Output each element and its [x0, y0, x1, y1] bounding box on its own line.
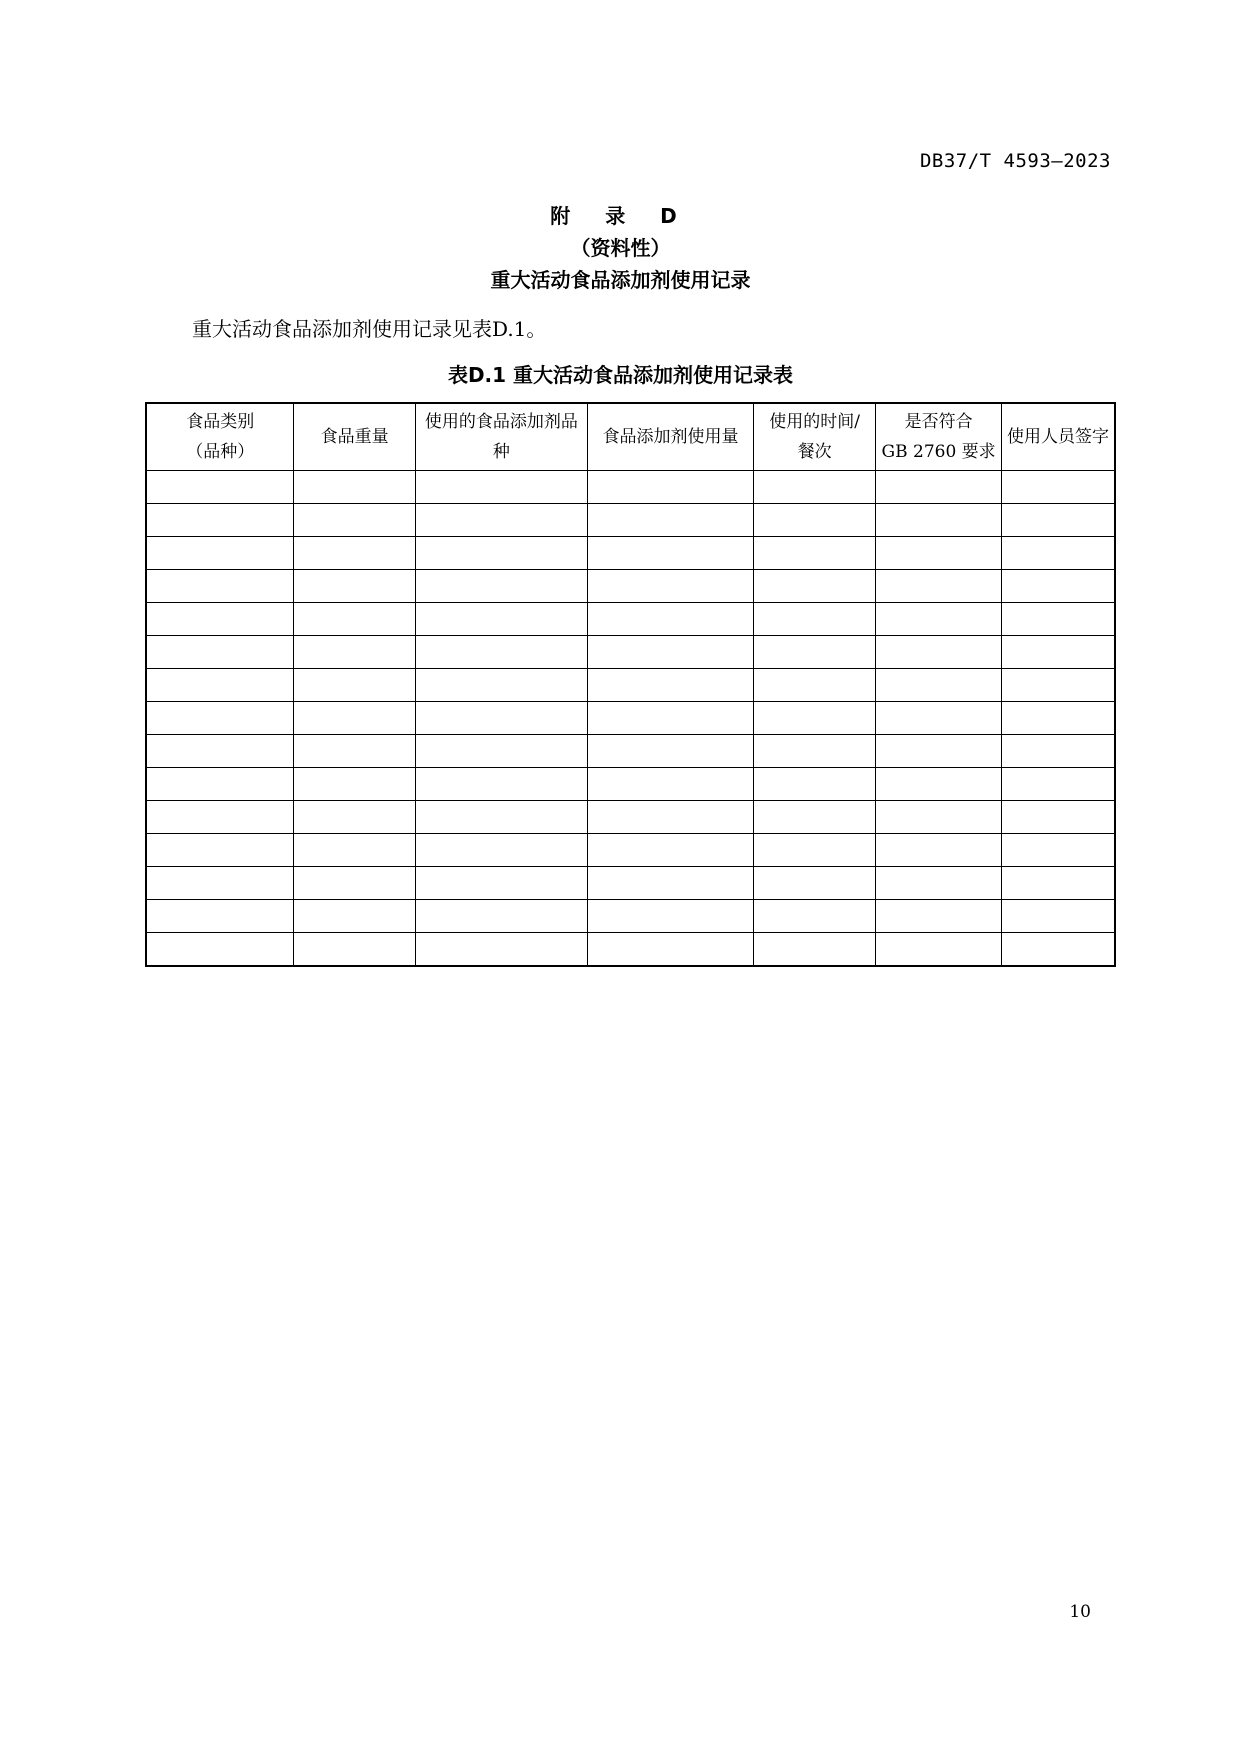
table-caption: 表D.1 重大活动食品添加剂使用记录表 — [447, 363, 794, 387]
table-row — [146, 933, 1115, 967]
table-row — [146, 669, 1115, 702]
table-cell[interactable] — [753, 504, 875, 537]
table-cell[interactable] — [1001, 834, 1115, 867]
table-cell[interactable] — [146, 735, 294, 768]
table-cell[interactable] — [1001, 471, 1115, 504]
table-cell[interactable] — [588, 504, 754, 537]
header-line: GB 2760 要求 — [881, 442, 996, 462]
table-cell[interactable] — [588, 900, 754, 933]
table-cell[interactable] — [1001, 570, 1115, 603]
table-cell[interactable] — [1001, 900, 1115, 933]
column-header-usage-time — [753, 403, 875, 471]
table-row — [146, 735, 1115, 768]
table-cell[interactable] — [753, 537, 875, 570]
table-cell[interactable] — [876, 603, 1002, 636]
table-cell[interactable] — [415, 768, 587, 801]
table-cell[interactable] — [876, 768, 1002, 801]
table-cell[interactable] — [294, 702, 415, 735]
table-cell[interactable] — [588, 702, 754, 735]
table-cell[interactable] — [753, 768, 875, 801]
table-cell[interactable] — [876, 702, 1002, 735]
table-cell[interactable] — [294, 801, 415, 834]
table-cell[interactable] — [753, 669, 875, 702]
appendix-heading: 重大活动食品添加剂使用记录 — [490, 268, 751, 292]
table-cell[interactable] — [753, 801, 875, 834]
header-line: （品种） — [186, 442, 255, 462]
table-cell[interactable] — [876, 900, 1002, 933]
intro-paragraph: 重大活动食品添加剂使用记录见表D.1。 — [192, 317, 547, 341]
table-cell[interactable] — [415, 537, 587, 570]
header-line: 食品添加剂使用量 — [602, 427, 739, 447]
table-cell[interactable] — [1001, 669, 1115, 702]
table-cell[interactable] — [588, 636, 754, 669]
table-cell[interactable] — [753, 603, 875, 636]
table-cell[interactable] — [1001, 867, 1115, 900]
header-line: 是否符合 — [904, 412, 973, 432]
table-cell[interactable] — [588, 570, 754, 603]
table-cell[interactable] — [415, 570, 587, 603]
table-row — [146, 636, 1115, 669]
table-cell[interactable] — [753, 867, 875, 900]
table-row — [146, 867, 1115, 900]
table-row — [146, 768, 1115, 801]
column-header-food-weight — [294, 403, 415, 471]
table-cell[interactable] — [753, 702, 875, 735]
table-cell[interactable] — [876, 669, 1002, 702]
table-cell[interactable] — [415, 702, 587, 735]
table-cell[interactable] — [294, 636, 415, 669]
header-line: 使用的时间/ — [769, 412, 860, 432]
table-cell[interactable] — [146, 570, 294, 603]
table-row — [146, 900, 1115, 933]
table-cell[interactable] — [588, 735, 754, 768]
table-row — [146, 570, 1115, 603]
table-cell[interactable] — [588, 471, 754, 504]
table-cell[interactable] — [415, 603, 587, 636]
table-cell[interactable] — [588, 933, 754, 967]
table-cell[interactable] — [876, 933, 1002, 967]
table-cell[interactable] — [753, 636, 875, 669]
table-cell[interactable] — [294, 603, 415, 636]
header-line: 种 — [492, 442, 510, 462]
table-cell[interactable] — [1001, 768, 1115, 801]
column-header-additive-amount — [588, 403, 754, 471]
table-cell[interactable] — [146, 537, 294, 570]
table-row — [146, 801, 1115, 834]
table-cell[interactable] — [146, 900, 294, 933]
table-cell[interactable] — [415, 669, 587, 702]
table-cell[interactable] — [415, 801, 587, 834]
table-cell[interactable] — [876, 636, 1002, 669]
table-cell[interactable] — [294, 768, 415, 801]
table-cell[interactable] — [415, 636, 587, 669]
table-cell[interactable] — [146, 768, 294, 801]
table-cell[interactable] — [294, 669, 415, 702]
table-cell[interactable] — [876, 504, 1002, 537]
table-cell[interactable] — [294, 570, 415, 603]
table-cell[interactable] — [146, 834, 294, 867]
table-cell[interactable] — [146, 636, 294, 669]
table-cell[interactable] — [588, 801, 754, 834]
table-cell[interactable] — [876, 867, 1002, 900]
table-cell[interactable] — [415, 900, 587, 933]
table-cell[interactable] — [588, 768, 754, 801]
table-row — [146, 471, 1115, 504]
table-cell[interactable] — [146, 867, 294, 900]
table-cell[interactable] — [1001, 801, 1115, 834]
table-cell[interactable] — [753, 933, 875, 967]
appendix-nature: （资料性） — [570, 236, 671, 260]
table-cell[interactable] — [588, 867, 754, 900]
header-line: 使用的食品添加剂品 — [424, 412, 578, 432]
table-cell[interactable] — [294, 867, 415, 900]
table-cell[interactable] — [146, 471, 294, 504]
table-cell[interactable] — [753, 570, 875, 603]
table-cell[interactable] — [753, 471, 875, 504]
table-cell[interactable] — [1001, 603, 1115, 636]
document-code: DB37/T 4593—2023 — [919, 150, 1111, 172]
table-cell[interactable] — [876, 735, 1002, 768]
appendix-title: 附 录 D — [550, 204, 691, 228]
table-cell[interactable] — [415, 471, 587, 504]
column-header-user-signature — [1001, 403, 1115, 471]
table-cell[interactable] — [415, 504, 587, 537]
table-cell[interactable] — [415, 834, 587, 867]
table-cell[interactable] — [146, 801, 294, 834]
table-cell[interactable] — [294, 471, 415, 504]
table-row — [146, 537, 1115, 570]
table-cell[interactable] — [415, 933, 587, 967]
table-cell[interactable] — [588, 537, 754, 570]
table-cell[interactable] — [146, 933, 294, 967]
table-cell[interactable] — [1001, 702, 1115, 735]
table-cell[interactable] — [294, 834, 415, 867]
table-cell[interactable] — [753, 735, 875, 768]
header-line: 餐次 — [797, 442, 832, 462]
page-number: 10 — [1069, 1602, 1091, 1622]
table-cell[interactable] — [146, 504, 294, 537]
table-cell[interactable] — [753, 834, 875, 867]
table-cell[interactable] — [294, 933, 415, 967]
table-cell[interactable] — [1001, 735, 1115, 768]
table-cell[interactable] — [146, 702, 294, 735]
header-line: 食品类别 — [186, 412, 255, 432]
table-body — [146, 471, 1115, 967]
table-cell[interactable] — [294, 900, 415, 933]
column-header-gb2760-compliance — [876, 403, 1002, 471]
table-cell[interactable] — [588, 603, 754, 636]
table-cell[interactable] — [1001, 504, 1115, 537]
table-cell[interactable] — [876, 801, 1002, 834]
column-header-food-category — [146, 403, 294, 471]
record-table — [145, 402, 1116, 967]
table-cell[interactable] — [415, 867, 587, 900]
table-cell[interactable] — [1001, 933, 1115, 967]
table-cell[interactable] — [294, 537, 415, 570]
table-cell[interactable] — [294, 735, 415, 768]
table-cell[interactable] — [588, 669, 754, 702]
table-cell[interactable] — [1001, 537, 1115, 570]
table-cell[interactable] — [753, 900, 875, 933]
table-row — [146, 504, 1115, 537]
table-cell[interactable] — [146, 603, 294, 636]
table-cell[interactable] — [415, 735, 587, 768]
table-cell[interactable] — [876, 471, 1002, 504]
table-cell[interactable] — [1001, 636, 1115, 669]
table-row — [146, 834, 1115, 867]
table-cell[interactable] — [876, 537, 1002, 570]
table-cell[interactable] — [876, 834, 1002, 867]
table-cell[interactable] — [876, 570, 1002, 603]
table-cell[interactable] — [294, 504, 415, 537]
header-line: 使用人员签字 — [1006, 427, 1109, 447]
table-row — [146, 603, 1115, 636]
table-cell[interactable] — [146, 669, 294, 702]
table-header — [146, 403, 1115, 471]
table-cell[interactable] — [588, 834, 754, 867]
column-header-additive-variety — [415, 403, 587, 471]
header-line: 食品重量 — [320, 427, 389, 447]
header-row — [146, 403, 1115, 471]
table-row — [146, 702, 1115, 735]
